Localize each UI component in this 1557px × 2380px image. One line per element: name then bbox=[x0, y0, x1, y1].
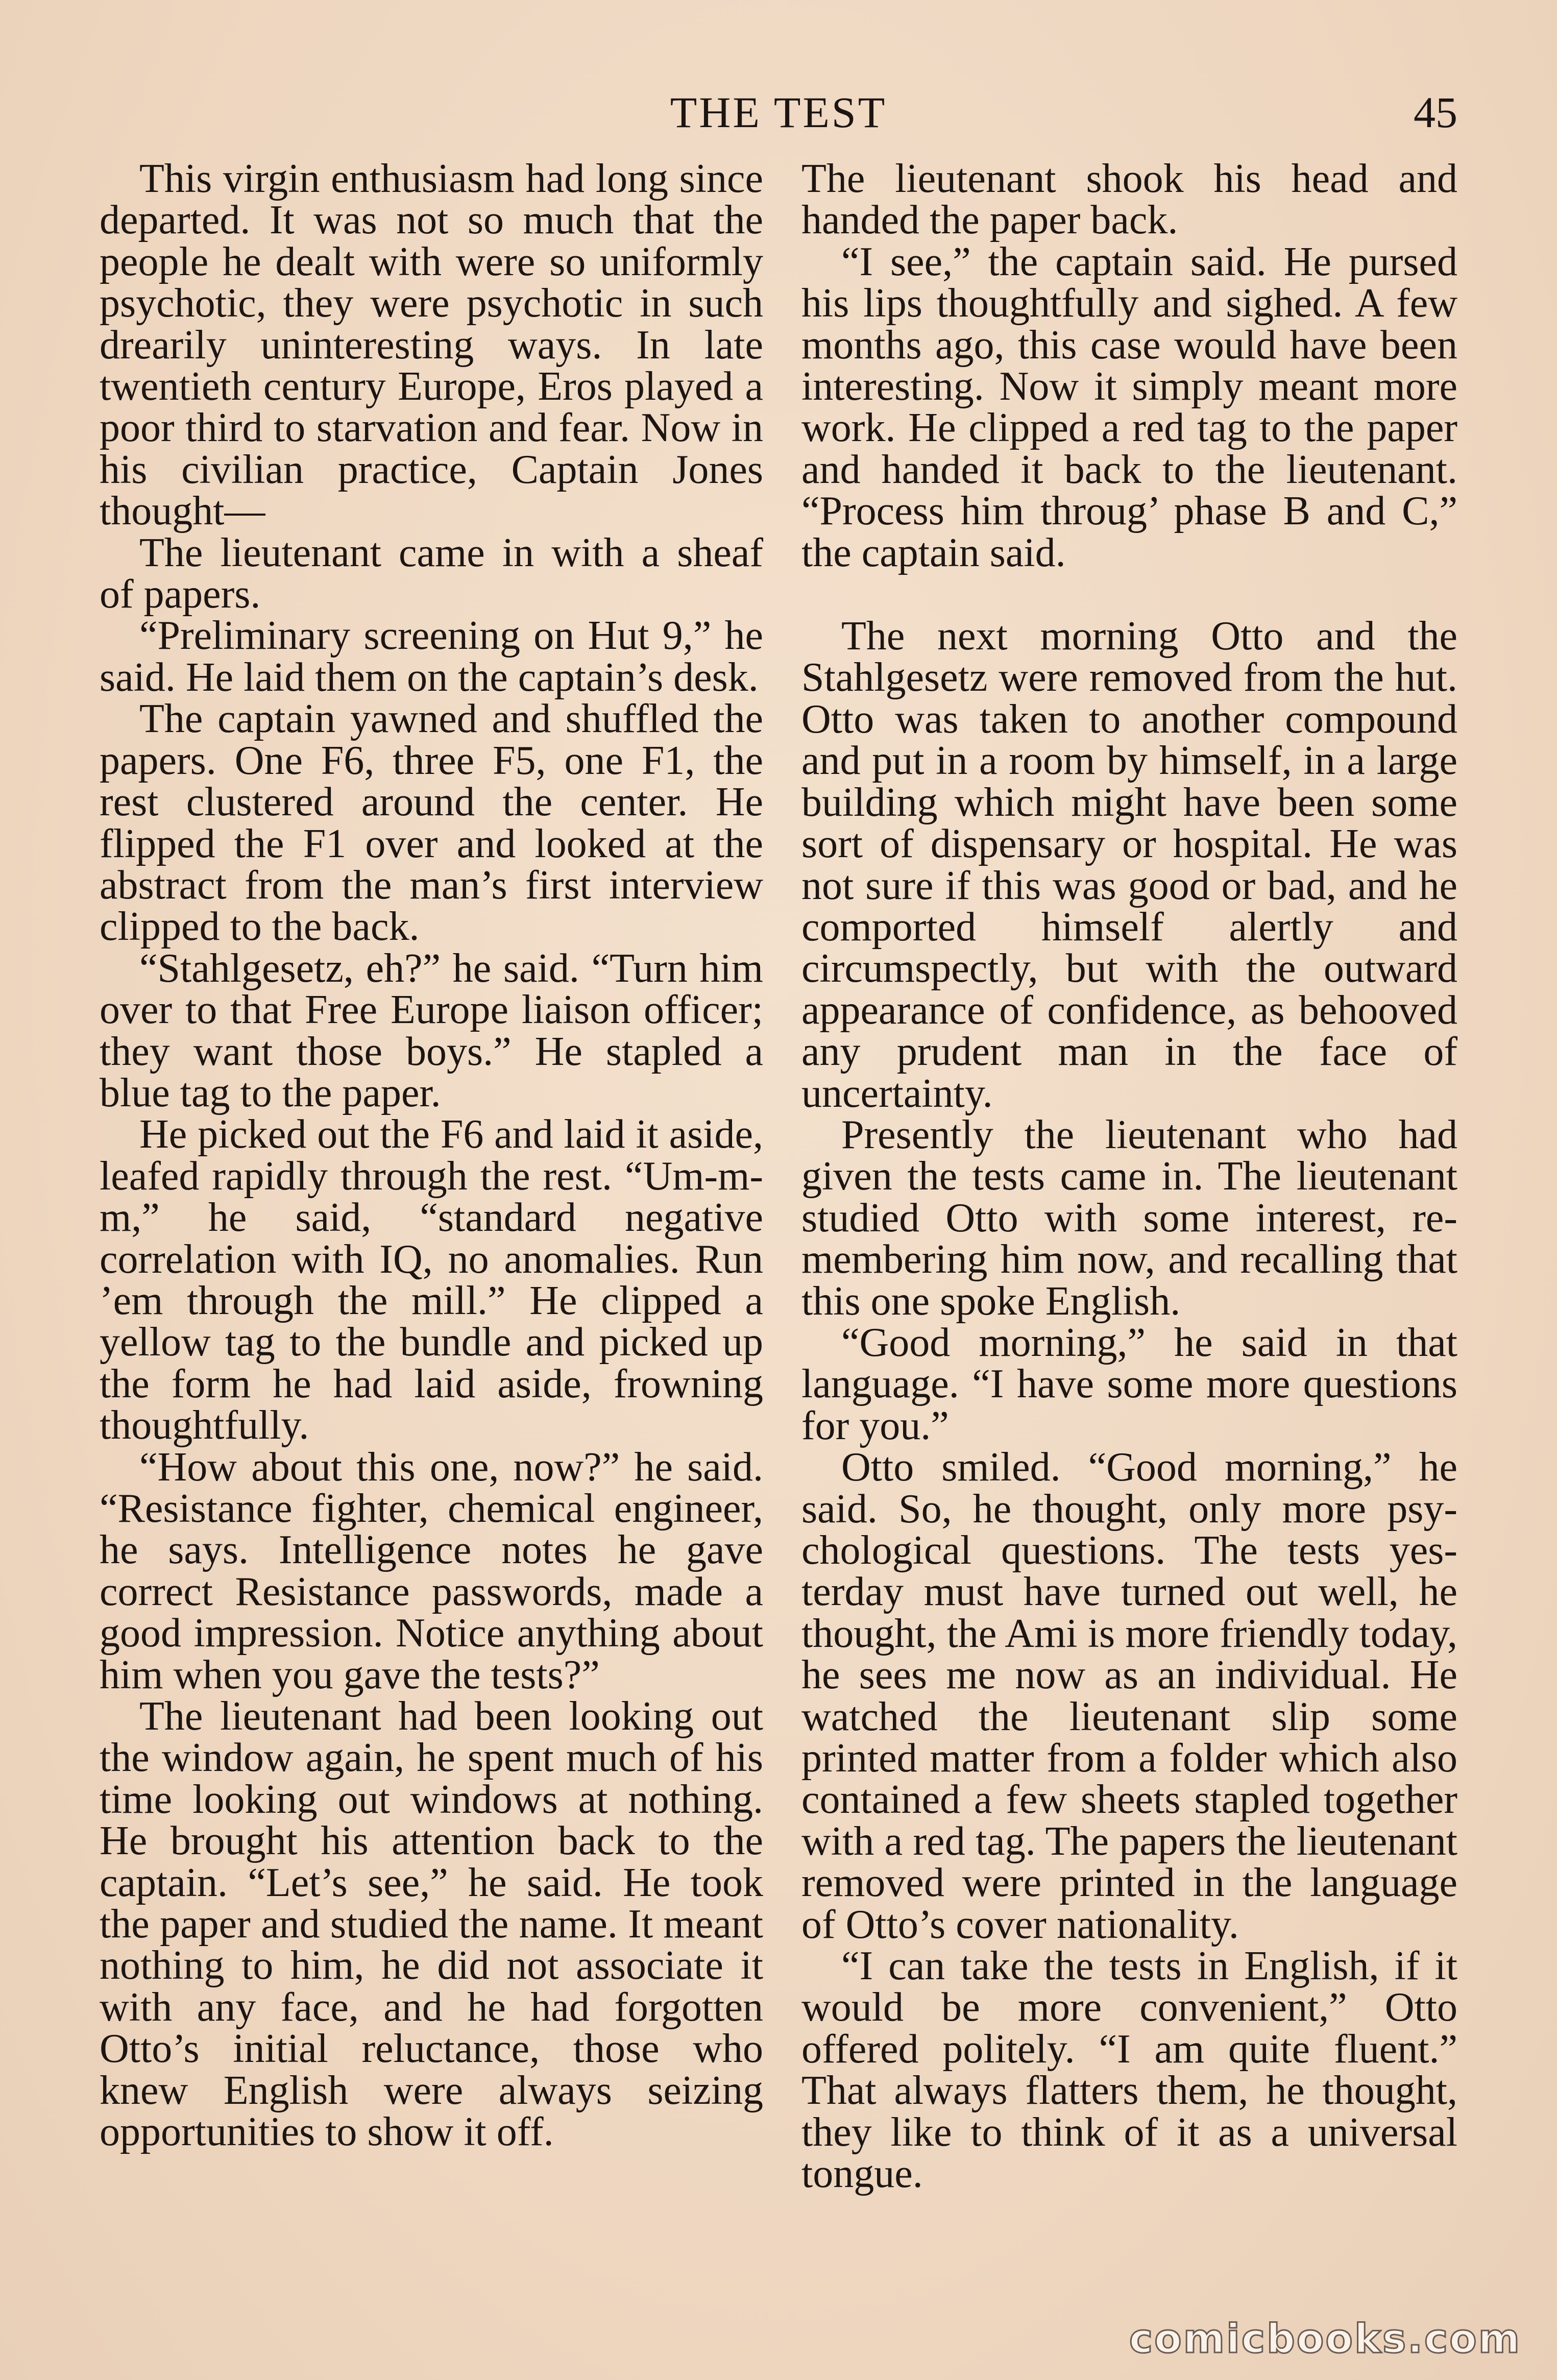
paragraph: The captain yawned and shuffled the papers. One F6, three F5, one F1, the rest clustered around the center. He flipped the F1 over and looked at the abstract from the man’s first interview clipped to the back. bbox=[100, 696, 763, 950]
paragraph: “Good morning,” he said in that language. “I have some more questions for you.” bbox=[801, 1320, 1457, 1448]
left-text-column bbox=[100, 158, 763, 2153]
paragraph: “Stahlgesetz, eh?” he said. “Turn him over to that Free Europe liaison officer; they want those boys.” He stapled a blue tag to the paper. bbox=[100, 945, 763, 1115]
paragraph: “Preliminary screening on Hut 9,” he said. He laid them on the captain’s desk. bbox=[100, 613, 763, 700]
paragraph: “I can take the tests in English, if it would be more convenient,” Otto offered politely. “I am quite fluent.” That always flatters them, he thought, they like to think of it as a universal tongue. bbox=[801, 1944, 1457, 2197]
page-number: 45 bbox=[1414, 88, 1457, 137]
right-text-column bbox=[801, 158, 1457, 2195]
paragraph-section-start: The next morning Otto and the Stahlgesetz were removed from the hut. Otto was taken to another compound and put in a room by himself, in a large building which might have been some sort of dispensary or hospital. He was not sure if this was good or bad, and he comported himself alertly and circumspectly, but with the outward appearance of confidence, as behooved any prudent man in the face of uncertainty. bbox=[801, 614, 1457, 1116]
page-header bbox=[0, 87, 1557, 143]
running-title: THE TEST bbox=[670, 88, 887, 137]
paragraph: Presently the lieutenant who had given the tests came in. The lieutenant studied Otto with some interest, remembering him now, and recalling that this one spoke English. bbox=[801, 1112, 1457, 1324]
paragraph: The lieutenant had been looking out the window again, he spent much of his time looking out windows at nothing. He brought his attention back to the captain. “Let’s see,” he said. He took the paper and studied the name. It meant nothing to him, he did not associate it with any face, and he had forgotten Otto’s initial reluctance, those who knew English were always seizing opportunities to show it off. bbox=[100, 1694, 763, 2155]
paragraph: The lieutenant came in with a sheaf of papers. bbox=[100, 530, 763, 617]
watermark-logo: comicbooks.com bbox=[1129, 2316, 1521, 2362]
paragraph: Otto smiled. “Good morning,” he said. So, he thought, only more psychological questions. The tests yesterday must have turned out well, he thought, the Ami is more friendly today, he sees me now as an individual. He watched the lieutenant slip some printed matter from a folder which also contained a few sheets stapled together with a red tag. The papers the lieutenant removed were printed in the language of Otto’s cover nationality. bbox=[801, 1445, 1457, 1947]
paragraph: This virgin enthusiasm had long since departed. It was not so much that the people he dealt with were so uniformly psychotic, they were psychotic in such drearily uninteresting ways. In late twentieth century Europe, Eros played a poor third to starvation and fear. Now in his civilian practice, Captain Jones thought— bbox=[100, 156, 763, 534]
paragraph: “I see,” the captain said. He pursed his lips thoughtfully and sighed. A few months ago, this case would have been interesting. Now it simply meant more work. He clipped a red tag to the paper and handed it back to the lieutenant. “Process him throug’ phase B and C,” the captain said. bbox=[801, 239, 1457, 575]
paragraph: He picked out the F6 and laid it aside, leafed rapidly through the rest. “Um-m-m,” he said, “standard negative correlation with IQ, no anomalies. Run ’em through the mill.” He clipped a yellow tag to the bundle and picked up the form he had laid aside, frowning thoughtfully. bbox=[100, 1112, 763, 1448]
paragraph: “How about this one, now?” he said. “Resistance fighter, chemical engineer, he says. Intelligence notes he gave correct Resistance passwords, made a good impression. Notice anything about him when you gave the tests?” bbox=[100, 1444, 763, 1697]
paragraph: The lieutenant shook his head and handed the paper back. bbox=[801, 156, 1457, 243]
